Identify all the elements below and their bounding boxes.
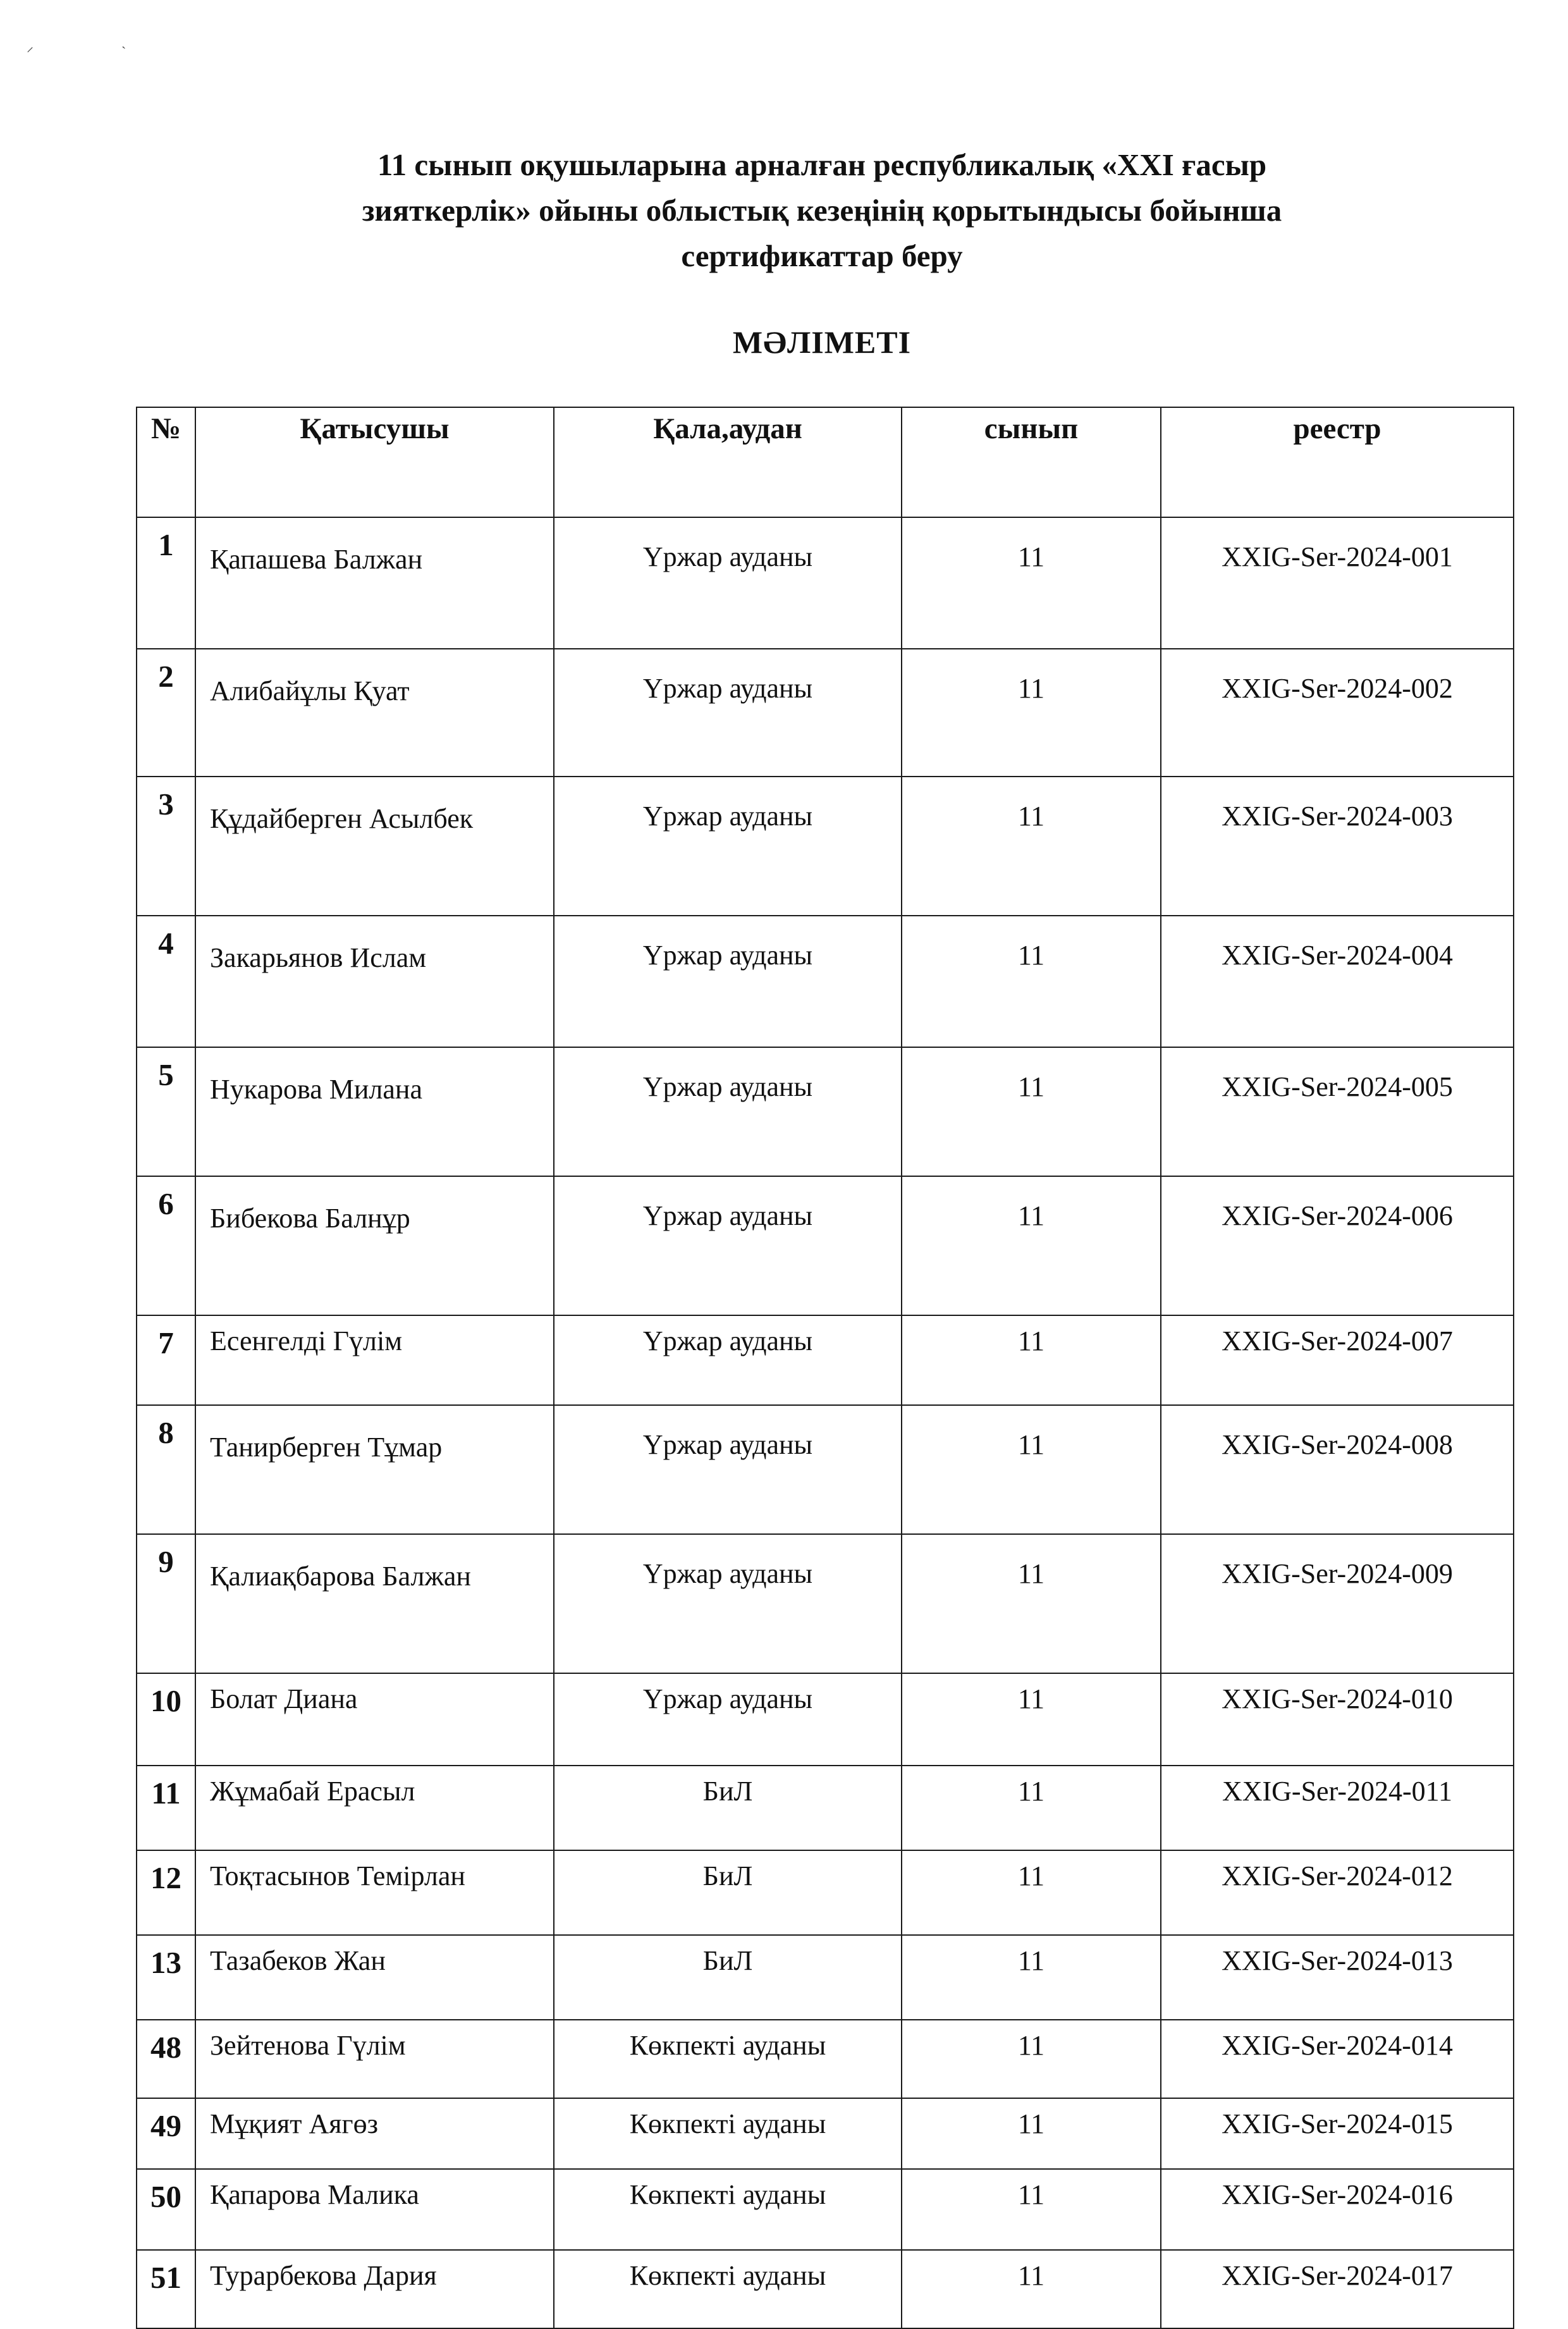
participant-name: Зейтенова Гүлім (195, 2020, 554, 2098)
participant-name: Бибекова Балнұр (195, 1176, 554, 1315)
row-number: 10 (137, 1673, 195, 1766)
participant-name: Тоқтасынов Темірлан (195, 1850, 554, 1935)
table-row (137, 2250, 1514, 2328)
row-number: 4 (137, 916, 195, 1047)
district-name: Көкпекті ауданы (554, 2169, 902, 2250)
grade-value: 11 (902, 2020, 1161, 2098)
grade-value: 11 (902, 1673, 1161, 1766)
registry-code: XXIG-Ser-2024-006 (1161, 1176, 1514, 1315)
row-number: 8 (137, 1405, 195, 1534)
participant-name: Танирберген Тұмар (195, 1405, 554, 1534)
grade-value: 11 (902, 1935, 1161, 2020)
row-number: 12 (137, 1850, 195, 1935)
row-number: 9 (137, 1534, 195, 1673)
participant-name: Алибайұлы Қуат (195, 649, 554, 777)
district-name: Үржар ауданы (554, 1673, 902, 1766)
row-number: 48 (137, 2020, 195, 2098)
column-header-district: Қала,аудан (554, 407, 902, 517)
table-row (137, 649, 1514, 777)
table-row (137, 2098, 1514, 2169)
grade-value: 11 (902, 2098, 1161, 2169)
participant-name: Құдайберген Асылбек (195, 777, 554, 916)
grade-value: 11 (902, 2250, 1161, 2328)
registry-code: XXIG-Ser-2024-005 (1161, 1047, 1514, 1176)
grade-value: 11 (902, 916, 1161, 1047)
participant-name: Мұқият Аягөз (195, 2098, 554, 2169)
registry-code: XXIG-Ser-2024-009 (1161, 1534, 1514, 1673)
grade-value: 11 (902, 1766, 1161, 1850)
registry-code: XXIG-Ser-2024-004 (1161, 916, 1514, 1047)
table-row (137, 1935, 1514, 2020)
row-number: 13 (137, 1935, 195, 2020)
grade-value: 11 (902, 517, 1161, 649)
participants-table (136, 407, 1514, 2329)
district-name: Үржар ауданы (554, 1534, 902, 1673)
participant-name: Тазабеков Жан (195, 1935, 554, 2020)
table-row (137, 1534, 1514, 1673)
registry-code: XXIG-Ser-2024-002 (1161, 649, 1514, 777)
table-row (137, 1176, 1514, 1315)
table-header-row (137, 407, 1514, 517)
district-name: БиЛ (554, 1766, 902, 1850)
district-name: Үржар ауданы (554, 649, 902, 777)
row-number: 3 (137, 777, 195, 916)
table-row (137, 1405, 1514, 1534)
district-name: БиЛ (554, 1850, 902, 1935)
grade-value: 11 (902, 1315, 1161, 1405)
table-row (137, 517, 1514, 649)
district-name: Үржар ауданы (554, 1315, 902, 1405)
registry-code: XXIG-Ser-2024-011 (1161, 1766, 1514, 1850)
column-header-registry: реестр (1161, 407, 1514, 517)
registry-code: XXIG-Ser-2024-008 (1161, 1405, 1514, 1534)
registry-code: XXIG-Ser-2024-015 (1161, 2098, 1514, 2169)
participant-name: Есенгелді Гүлім (195, 1315, 554, 1405)
column-header-number: № (137, 407, 195, 517)
title-line: сертификаттар беру (681, 238, 963, 273)
grade-value: 11 (902, 1176, 1161, 1315)
registry-code: XXIG-Ser-2024-014 (1161, 2020, 1514, 2098)
registry-code: XXIG-Ser-2024-003 (1161, 777, 1514, 916)
page-title (152, 142, 1492, 279)
district-name: Үржар ауданы (554, 916, 902, 1047)
table-body (137, 517, 1514, 2328)
grade-value: 11 (902, 1047, 1161, 1176)
district-name: Үржар ауданы (554, 1047, 902, 1176)
registry-code: XXIG-Ser-2024-001 (1161, 517, 1514, 649)
row-number: 50 (137, 2169, 195, 2250)
table-row (137, 916, 1514, 1047)
column-header-participant: Қатысушы (195, 407, 554, 517)
district-name: БиЛ (554, 1935, 902, 2020)
row-number: 51 (137, 2250, 195, 2328)
participant-name: Жұмабай Ерасыл (195, 1766, 554, 1850)
participant-name: Закарьянов Ислам (195, 916, 554, 1047)
row-number: 1 (137, 517, 195, 649)
table-row (137, 1673, 1514, 1766)
registry-code: XXIG-Ser-2024-007 (1161, 1315, 1514, 1405)
scan-speck: ˏ (121, 33, 126, 49)
table-row (137, 1766, 1514, 1850)
registry-code: XXIG-Ser-2024-013 (1161, 1935, 1514, 2020)
row-number: 5 (137, 1047, 195, 1176)
scan-speck: ⸝ (27, 39, 34, 54)
district-name: Үржар ауданы (554, 1176, 902, 1315)
registry-code: XXIG-Ser-2024-012 (1161, 1850, 1514, 1935)
title-line: 11 сынып оқушыларына арналған республикалық «XXI ғасыр (377, 147, 1267, 182)
row-number: 6 (137, 1176, 195, 1315)
grade-value: 11 (902, 649, 1161, 777)
column-header-grade: сынып (902, 407, 1161, 517)
row-number: 11 (137, 1766, 195, 1850)
district-name: Үржар ауданы (554, 517, 902, 649)
table-row (137, 1315, 1514, 1405)
district-name: Үржар ауданы (554, 777, 902, 916)
participant-name: Нукарова Милана (195, 1047, 554, 1176)
district-name: Көкпекті ауданы (554, 2098, 902, 2169)
row-number: 49 (137, 2098, 195, 2169)
grade-value: 11 (902, 1534, 1161, 1673)
document-heading: МӘЛІМЕТІ (732, 324, 912, 360)
row-number: 2 (137, 649, 195, 777)
grade-value: 11 (902, 1850, 1161, 1935)
registry-code: XXIG-Ser-2024-017 (1161, 2250, 1514, 2328)
table-row (137, 1047, 1514, 1176)
registry-code: XXIG-Ser-2024-016 (1161, 2169, 1514, 2250)
participant-name: Қалиақбарова Балжан (195, 1534, 554, 1673)
grade-value: 11 (902, 777, 1161, 916)
district-name: Көкпекті ауданы (554, 2250, 902, 2328)
participant-name: Турарбекова Дария (195, 2250, 554, 2328)
grade-value: 11 (902, 2169, 1161, 2250)
participant-name: Болат Диана (195, 1673, 554, 1766)
table-row (137, 1850, 1514, 1935)
table-row (137, 2020, 1514, 2098)
grade-value: 11 (902, 1405, 1161, 1534)
table-row (137, 777, 1514, 916)
title-line: зияткерлік» ойыны облыстық кезеңінің қорытындысы бойынша (362, 193, 1282, 228)
table-row (137, 2169, 1514, 2250)
district-name: Үржар ауданы (554, 1405, 902, 1534)
row-number: 7 (137, 1315, 195, 1405)
participant-name: Қапашева Балжан (195, 517, 554, 649)
participant-name: Қапарова Малика (195, 2169, 554, 2250)
registry-code: XXIG-Ser-2024-010 (1161, 1673, 1514, 1766)
district-name: Көкпекті ауданы (554, 2020, 902, 2098)
